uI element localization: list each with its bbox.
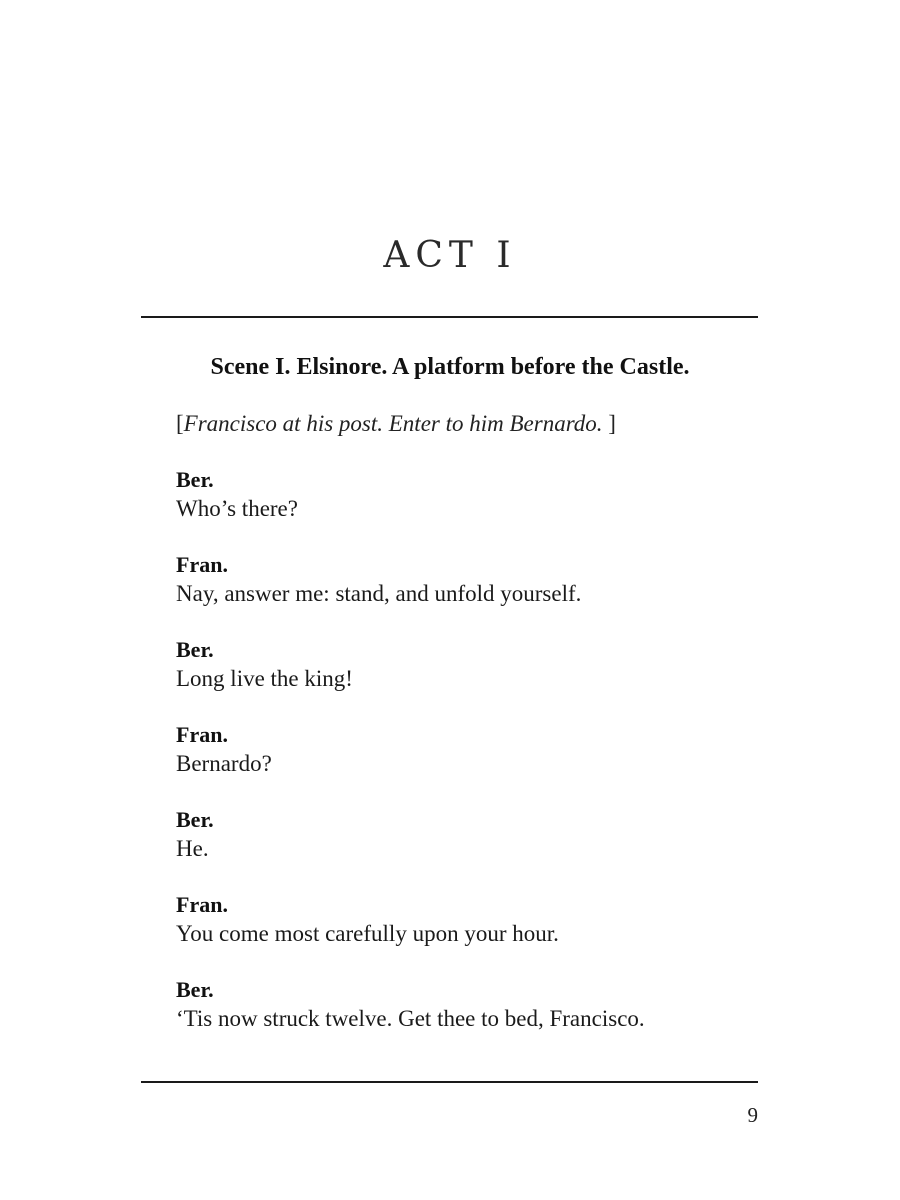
speech-block bbox=[176, 975, 776, 1060]
speech-block bbox=[176, 805, 776, 890]
speech-block bbox=[176, 890, 776, 975]
speech-line: ‘Tis now struck twelve. Get thee to bed, Francisco. bbox=[176, 1006, 645, 1031]
speaker-name: Ber. bbox=[176, 467, 214, 492]
speech-line: Who’s there? bbox=[176, 496, 298, 521]
speech-line: Long live the king! bbox=[176, 666, 353, 691]
speaker-name: Ber. bbox=[176, 637, 214, 662]
scene-heading: Scene I. Elsinore. A platform before the Castle. bbox=[210, 354, 690, 380]
stage-direction-open-bracket: [ bbox=[176, 411, 184, 436]
bottom-divider bbox=[141, 1081, 758, 1083]
speech-line: Bernardo? bbox=[176, 751, 272, 776]
stage-direction-close-bracket: ] bbox=[602, 411, 616, 436]
speaker-name: Fran. bbox=[176, 892, 228, 917]
act-title: ACT I bbox=[383, 235, 517, 276]
speech-block bbox=[176, 635, 776, 720]
page-number: 9 bbox=[747, 1103, 758, 1127]
speech-block bbox=[176, 550, 776, 635]
speaker-name: Fran. bbox=[176, 722, 228, 747]
speech-block bbox=[176, 465, 776, 550]
speech-line: He. bbox=[176, 836, 209, 861]
stage-direction-text: Francisco at his post. Enter to him Bernardo. bbox=[183, 411, 603, 436]
speech-line: Nay, answer me: stand, and unfold yourself. bbox=[176, 581, 582, 606]
speaker-name: Fran. bbox=[176, 552, 228, 577]
stage-direction bbox=[176, 408, 616, 440]
speaker-name: Ber. bbox=[176, 807, 214, 832]
speaker-name: Ber. bbox=[176, 977, 214, 1002]
speech-line: You come most carefully upon your hour. bbox=[176, 921, 559, 946]
speech-block bbox=[176, 720, 776, 805]
top-divider bbox=[141, 316, 758, 318]
dialogue bbox=[176, 465, 776, 1060]
